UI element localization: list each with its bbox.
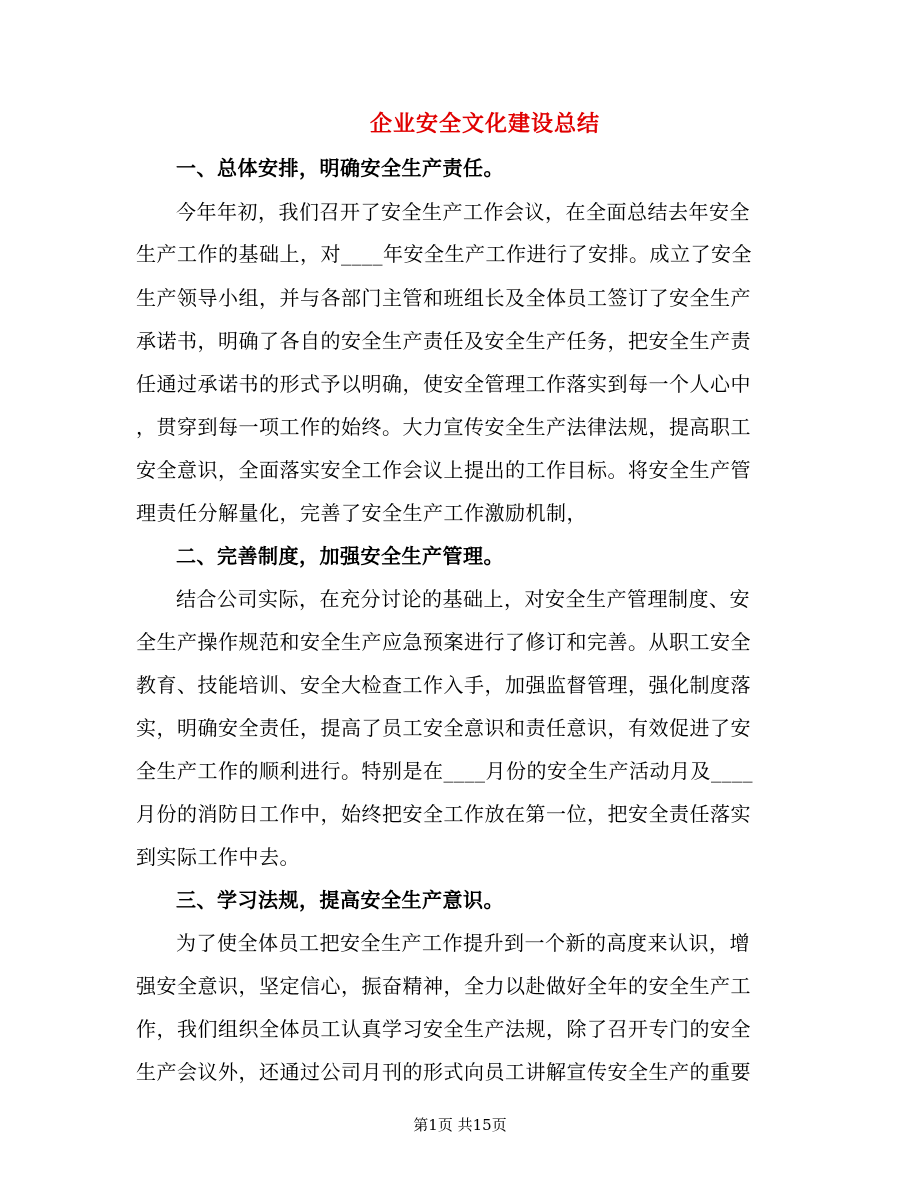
paragraph-line: 强安全意识，坚定信心，振奋精神，全力以赴做好全年的安全生产工	[136, 974, 751, 998]
paragraph-line: 作，我们组织全体员工认真学习安全生产法规，除了召开专门的安全	[136, 1017, 751, 1041]
section-heading-2: 二、完善制度，加强安全生产管理。	[176, 544, 504, 568]
paragraph-line: 实，明确安全责任，提高了员工安全意识和责任意识，有效促进了安	[136, 716, 751, 740]
paragraph-line: 全生产操作规范和安全生产应急预案进行了修订和完善。从职工安全	[136, 630, 751, 654]
paragraph-line: 任通过承诺书的形式予以明确，使安全管理工作落实到每一个人心中	[136, 372, 751, 396]
paragraph-line: 全生产工作的顺利进行。特别是在____月份的安全生产活动月及____	[136, 759, 753, 783]
paragraph-line: 生产会议外，还通过公司月刊的形式向员工讲解宣传安全生产的重要	[136, 1060, 751, 1084]
paragraph-line: 教育、技能培训、安全大检查工作入手，加强监督管理，强化制度落	[136, 673, 751, 697]
paragraph-line: 安全意识，全面落实安全工作会议上提出的工作目标。将安全生产管	[136, 458, 751, 482]
paragraph-line: ，贯穿到每一项工作的始终。大力宣传安全生产法律法规，提高职工	[136, 415, 751, 439]
paragraph-line: 生产工作的基础上，对____年安全生产工作进行了安排。成立了安全	[136, 242, 752, 266]
paragraph-line: 为了使全体员工把安全生产工作提升到一个新的高度来认识，增	[176, 931, 750, 955]
paragraph-line: 结合公司实际，在充分讨论的基础上，对安全生产管理制度、安	[176, 587, 750, 611]
page-footer: 第1页 共15页	[413, 1116, 507, 1134]
paragraph-line: 今年年初，我们召开了安全生产工作会议，在全面总结去年安全	[176, 200, 750, 224]
paragraph-line: 到实际工作中去。	[136, 845, 300, 869]
document-title: 企业安全文化建设总结	[369, 111, 600, 137]
section-heading-3: 三、学习法规，提高安全生产意识。	[176, 888, 504, 912]
paragraph-line: 月份的消防日工作中，始终把安全工作放在第一位，把安全责任落实	[136, 802, 751, 826]
paragraph-line: 理责任分解量化，完善了安全生产工作激励机制，	[136, 501, 587, 525]
paragraph-line: 承诺书，明确了各自的安全生产责任及安全生产任务，把安全生产责	[136, 329, 751, 353]
section-heading-1: 一、总体安排，明确安全生产责任。	[176, 156, 504, 180]
paragraph-line: 生产领导小组，并与各部门主管和班组长及全体员工签订了安全生产	[136, 286, 751, 310]
